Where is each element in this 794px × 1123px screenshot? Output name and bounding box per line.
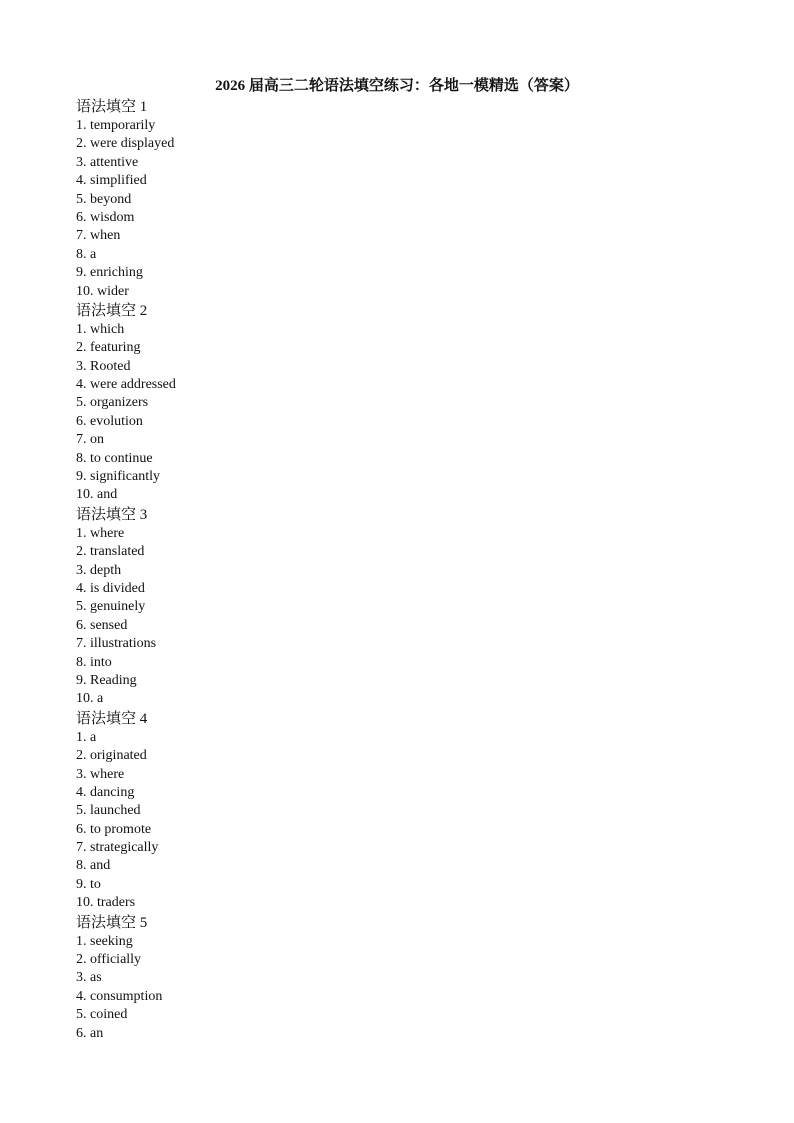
answer-section xyxy=(76,913,176,1043)
section-heading: 语法填空 3 xyxy=(76,506,148,523)
answer-section xyxy=(76,709,176,913)
section-heading: 语法填空 5 xyxy=(76,914,148,931)
answer-item: 9. enriching xyxy=(76,265,143,281)
section-heading: 语法填空 4 xyxy=(76,710,148,727)
answer-item: 4. is divided xyxy=(76,580,145,596)
answer-item: 7. illustrations xyxy=(76,636,157,652)
answer-item: 1. temporarily xyxy=(76,118,156,133)
answer-item: 3. as xyxy=(76,970,102,986)
answer-item: 4. were addressed xyxy=(76,377,176,393)
answer-item: 5. coined xyxy=(76,1007,128,1023)
section-heading: 语法填空 1 xyxy=(76,99,148,115)
answer-item: 10. and xyxy=(76,487,118,503)
answer-item: 2. were displayed xyxy=(76,136,175,152)
answer-item: 3. Rooted xyxy=(76,358,131,374)
answer-item: 8. into xyxy=(76,654,112,670)
answer-item: 6. wisdom xyxy=(76,209,135,225)
answer-item: 6. to promote xyxy=(76,821,152,837)
answer-list xyxy=(76,97,176,1043)
answer-item: 1. where xyxy=(76,525,125,541)
answer-section xyxy=(76,301,176,505)
answer-item: 4. simplified xyxy=(76,173,147,189)
answer-item: 1. which xyxy=(76,321,125,337)
answer-item: 10. a xyxy=(76,691,104,707)
answer-item: 3. where xyxy=(76,766,125,782)
answer-item: 6. an xyxy=(76,1025,104,1041)
answer-item: 2. officially xyxy=(76,952,142,968)
answer-item: 8. a xyxy=(76,246,97,262)
answer-section xyxy=(76,97,176,301)
answer-item: 5. beyond xyxy=(76,191,132,207)
document-title: 2026 届高三二轮语法填空练习：各地一模精选（答案） xyxy=(215,78,579,94)
answer-item: 2. originated xyxy=(76,748,147,764)
answer-item: 8. and xyxy=(76,858,111,874)
answer-item: 2. translated xyxy=(76,544,145,560)
answer-item: 7. when xyxy=(76,228,121,244)
answer-item: 6. sensed xyxy=(76,617,128,633)
answer-item: 1. a xyxy=(76,729,97,745)
answer-item: 7. on xyxy=(76,432,104,448)
answer-item: 2. featuring xyxy=(76,340,141,356)
answer-item: 3. depth xyxy=(76,562,122,578)
answer-section xyxy=(76,505,176,709)
answer-item: 5. genuinely xyxy=(76,599,146,615)
answer-item: 9. Reading xyxy=(76,672,137,688)
answer-item: 10. wider xyxy=(76,283,129,299)
section-heading: 语法填空 2 xyxy=(76,302,148,319)
answer-item: 9. significantly xyxy=(76,469,160,485)
answer-item: 5. organizers xyxy=(76,395,149,411)
answer-item: 9. to xyxy=(76,876,101,892)
answer-item: 5. launched xyxy=(76,803,141,819)
answer-item: 6. evolution xyxy=(76,413,143,429)
answer-item: 4. dancing xyxy=(76,784,135,800)
answer-item: 10. traders xyxy=(76,895,136,911)
answer-item: 3. attentive xyxy=(76,154,139,170)
answer-item: 7. strategically xyxy=(76,840,159,856)
answer-item: 4. consumption xyxy=(76,988,163,1004)
answer-item: 8. to continue xyxy=(76,450,153,466)
answer-item: 1. seeking xyxy=(76,933,133,949)
